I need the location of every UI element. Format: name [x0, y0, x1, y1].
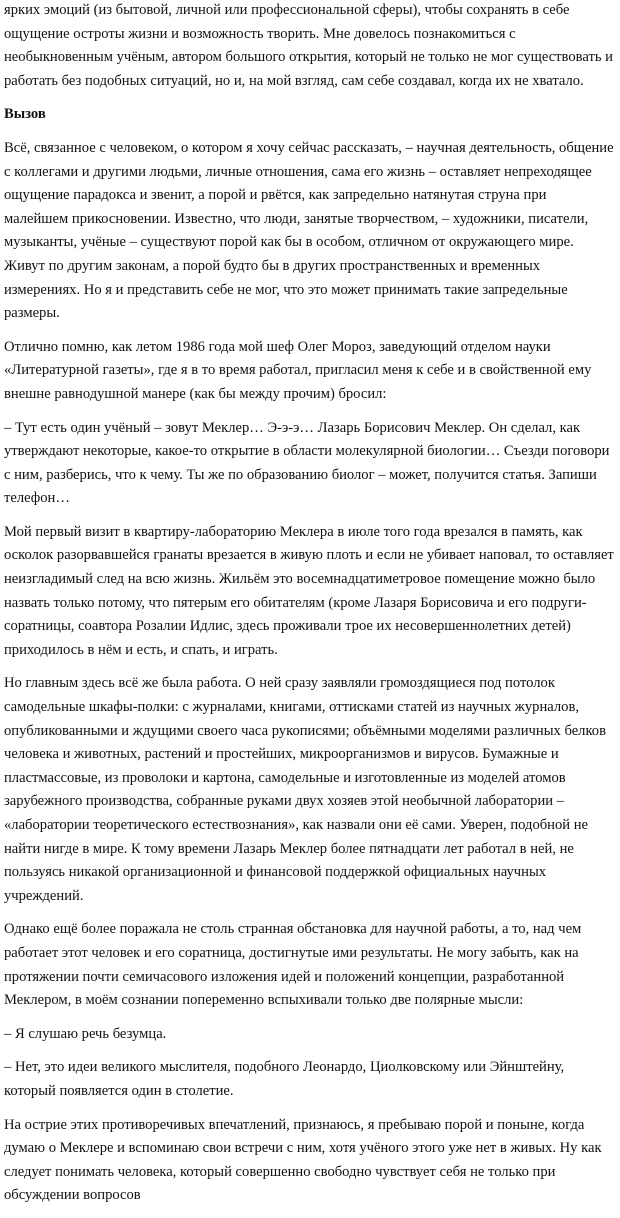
- paragraph: Отлично помню, как летом 1986 года мой шеф Олег Мороз, заведующий отделом науки «Литературной газеты», где я в то время работал, пригласил меня к себе и в свойственной ему внешне равнодушной манере (как бы между прочим) бросил:: [4, 338, 592, 402]
- paragraph: Однако ещё более поражала не столь странная обстановка для научной работы, а то, над чем работает этот человек и его соратница, достигнутые ими результаты. Не могу забыть, как на протяжении почти семичасового изложения идей и положений концепции, разработанной Меклером, в моём сознании попеременно вспыхивали только две полярные мысли:: [4, 921, 582, 1009]
- intro-paragraph: ярких эмоций (из бытовой, личной или профессиональной сферы), чтобы сохранять в себе ощущение остроты жизни и возможность творить. Мне довелось познакомиться с необыкновенным учёным, автором большого открытия, который не только не мог существовать и работать без подобных ситуаций, но и, на мой взгляд, сам себе создавал, когда их не хватало.: [4, 2, 613, 89]
- paragraph: Всё, связанное с человеком, о котором я хочу сейчас рассказать, – научная деятельность, общение с коллегами и другими людьми, личные отношения, сама его жизнь – оставляет непреходящее ощущение парадокса и звенит, а порой и рвётся, как запредельно натянутая струна при малейшем прикосновении. Известно, что люди, занятые творчеством, – художники, писатели, музыканты, учёные – существуют порой как бы в особом, отличном от окружающего мире. Живут по другим законам, а порой будто бы в других пространственных и временных измерениях. Но я и представить себе не мог, что это может принимать такие запредельные размеры.: [4, 139, 614, 322]
- paragraph: Мой первый визит в квартиру-лабораторию Меклера в июле того года врезался в память, как осколок разорвавшейся гранаты врезается в живую плоть и если не убивает наповал, то оставляет неизгладимый след на всю жизнь. Жильём это восемнадцатиметровое помещение можно было назвать только потому, что пятерым его обитателям (кроме Лазаря Борисовича и его подруги-соратницы, соавтора Розалии Идлис, здесь проживали трое их несовершеннолетних детей) приходилось в нём и есть, и спать, и играть.: [4, 523, 614, 658]
- section-heading: Вызов: [4, 106, 46, 123]
- paragraph: Но главным здесь всё же была работа. О ней сразу заявляли громоздящиеся под потолок самодельные шкафы-полки: с журналами, книгами, оттисками статей из научных журналов, опубликованными и ждущими своего часа рукописями; объёмными моделями различных белков человека и животных, растений и простейших, микроорганизмов и вирусов. Бумажные и пластмассовые, из проволоки и картона, самодельные и изготовленные из моделей атомов зарубежного производства, собранные руками двух хозяев этой необычной лаборатории – «лаборатории теоретического естествознания», как назвали они её сами. Уверен, подобной не найти нигде в мире. К тому времени Лазарь Меклер более пятнадцати лет работал в ней, не пользуясь никакой организационной и финансовой поддержкой официальных научных учреждений.: [4, 675, 606, 904]
- dialogue-line: – Нет, это идеи великого мыслителя, подобного Леонардо, Циолковскому или Эйнштейну, который появляется один в столетие.: [4, 1059, 565, 1099]
- document-page: [4, 0, 614, 1218]
- dialogue-line: – Тут есть один учёный – зовут Меклер… Э-э-э… Лазарь Борисович Меклер. Он сделал, как утверждают некоторые, какое-то открытие в области молекулярной биологии… Съезди поговори с ним, разберись, что к чему. Ты же по образованию биолог – может, получится статья. Запиши телефон…: [4, 419, 610, 507]
- dialogue-line: – Я слушаю речь безумца.: [4, 1025, 167, 1042]
- paragraph: На острие этих противоречивых впечатлений, признаюсь, я пребываю порой и поныне, когда думаю о Меклере и вспоминаю свои встречи с ним, хотя учёного этого уже нет в живых. Ну как следует понимать человека, который совершенно свободно чувствует себя не только при обсуждении вопросов: [4, 1116, 602, 1204]
